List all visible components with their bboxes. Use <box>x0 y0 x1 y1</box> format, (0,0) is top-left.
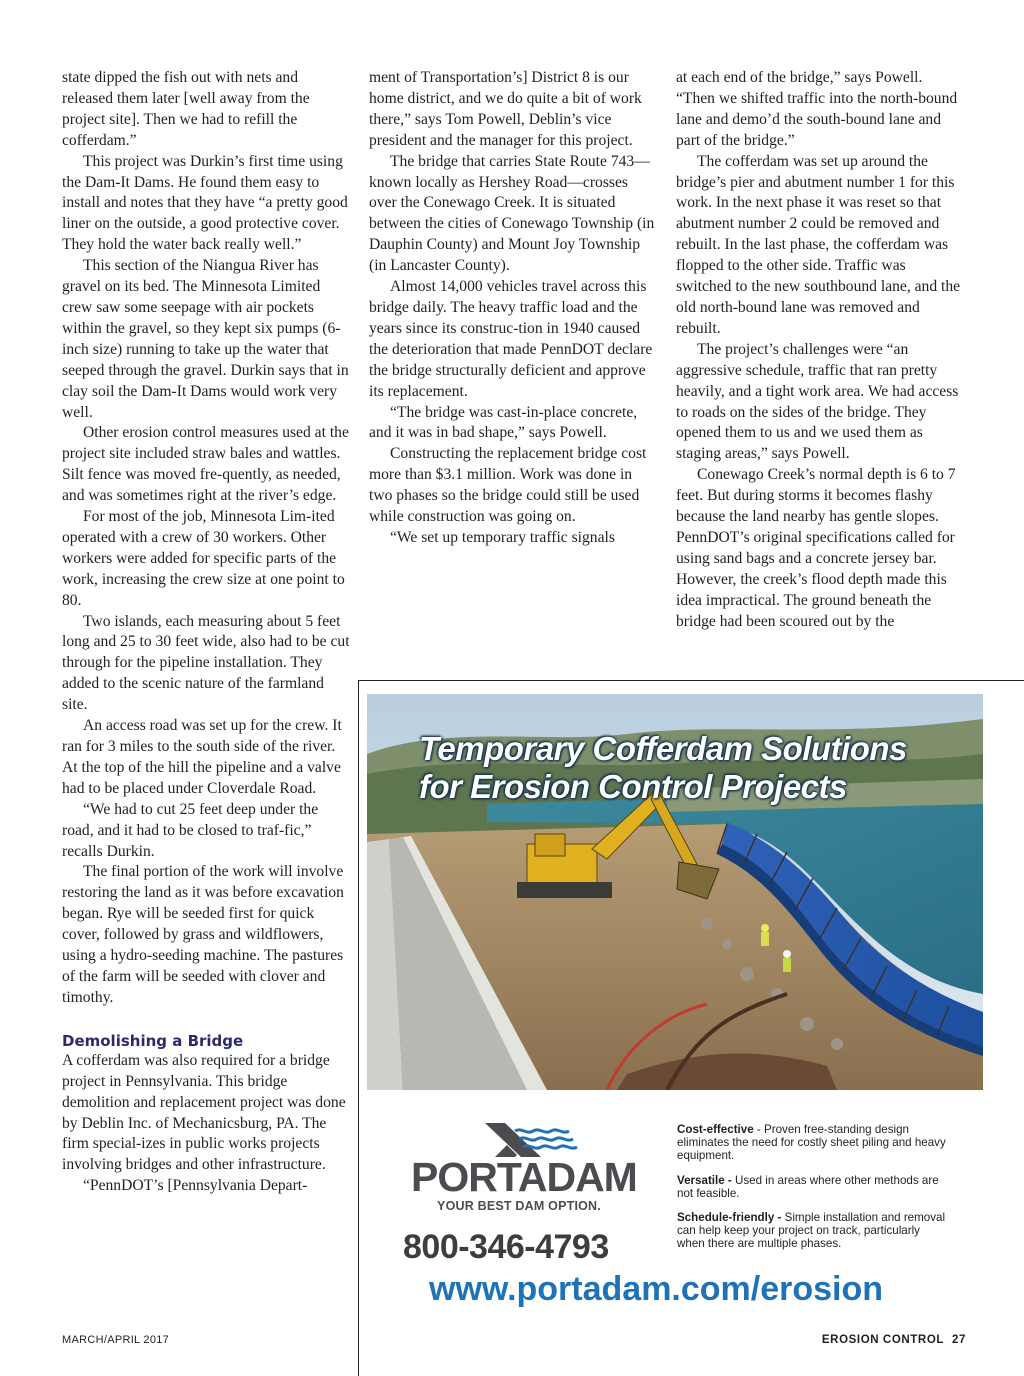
paragraph: A cofferdam was also required for a bridge project in Pennsylvania. This bridge demolition and replacement project was done by Deblin Inc. of Mechanicsburg, PA. The firm special-izes in public works projects involving bridges and other infrastructure. <box>62 1051 346 1174</box>
magazine-name: EROSION CONTROL <box>821 1334 944 1346</box>
paragraph: For most of the job, Minnesota Lim-ited operated with a crew of 30 workers. Other workers were added for specific parts of the work, increasing the crew size at one point to 80. <box>62 508 345 609</box>
paragraph: This section of the Niangua River has gravel on its bed. The Minnesota Limited crew saw some seepage with air pockets within the gravel, so they kept six pumps (6-inch size) running to take up the water that seeped through the gravel. Durkin says that in clay soil the Dam-It Dams would work very well. <box>62 257 349 421</box>
logo-tagline: YOUR BEST DAM OPTION. <box>437 1199 601 1213</box>
feature-title: Cost-effective <box>677 1123 754 1136</box>
feature-item <box>677 1211 947 1251</box>
ad-phone-number[interactable]: 800-346-4793 <box>403 1228 609 1266</box>
ad-headline-line-2: for Erosion Control Projects <box>419 768 847 805</box>
paragraph: state dipped the fish out with nets and released them later [well away from the project site]. Then we had to refill the cofferdam.” <box>62 69 310 149</box>
page-number: 27 <box>952 1334 966 1346</box>
feature-title: Versatile - <box>677 1173 732 1187</box>
paragraph: “PennDOT’s [Pennsylvania Depart- <box>83 1177 308 1195</box>
article-column-2 <box>369 68 655 549</box>
ad-website-link[interactable]: www.portadam.com/erosion <box>429 1270 884 1308</box>
paragraph: Almost 14,000 vehicles travel across this bridge daily. The heavy traffic load and the years since its construc-tion in 1940 caused the deterioration that made PennDOT declare the bridge structurally deficient and approve its replacement. <box>369 278 653 400</box>
cofferdam-construction-photo <box>367 694 983 1090</box>
paragraph: ment of Transportation’s] District 8 is our home district, and we do quite a bit of work there,” says Tom Powell, Deblin’s vice president and the manager for this project. <box>369 69 642 149</box>
paragraph: The final portion of the work will involve restoring the land as it was before excavation began. Rye will be seeded first for quick cover, followed by grass and wildflowers, using a hydro-seeding machine. The pastures of the farm will be seeded with clover and timothy. <box>62 863 344 1006</box>
issue-date: MARCH/APRIL 2017 <box>62 1334 170 1346</box>
paragraph: An access road was set up for the crew. It ran for 3 miles to the south side of the river. At the top of the hill the pipeline and a valve had to be placed under Cloverdale Road. <box>62 717 342 797</box>
feature-text: Simple installation and removal can help keep your project on track, particularly when there are multiple phases. <box>677 1211 946 1251</box>
article-column-1 <box>62 68 350 1197</box>
portadam-advertisement <box>358 680 1024 1376</box>
paragraph: Two islands, each measuring about 5 feet long and 25 to 30 feet wide, also had to be cut through for the pipeline installation. They added to the scenic nature of the farmland site. <box>62 612 350 714</box>
feature-item <box>677 1174 947 1200</box>
ad-headline-line-1: Temporary Cofferdam Solutions <box>419 730 907 767</box>
page-footer <box>822 1333 966 1347</box>
paragraph: “We set up temporary traffic signals <box>390 528 615 546</box>
section-heading: Demolishing a Bridge <box>62 1031 244 1050</box>
paragraph: at each end of the bridge,” says Powell. “Then we shifted traffic into the north-bound lane and demo’d the south-bound lane and part of the bridge.” <box>676 69 958 149</box>
portadam-logo <box>411 1121 637 1213</box>
ad-feature-list <box>677 1123 947 1262</box>
feature-text: Used in areas where other methods are not feasible. <box>677 1173 939 1200</box>
paragraph: This project was Durkin’s first time using the Dam-It Dams. He found them easy to install and notes that they have “a pretty good liner on the outside, a good protective cover. They hold the water back really well.” <box>62 152 348 254</box>
paragraph: The cofferdam was set up around the bridge’s pier and abutment number 1 for this work. In the next phase it was reset so that abutment number 2 could be removed and rebuilt. In the last phase, the cofferdam was flopped to the other side. Traffic was switched to the new southbound lane, and the old north-bound lane was removed and rebuilt. <box>676 152 961 337</box>
feature-item <box>677 1123 947 1163</box>
logo-wordmark: PORTADAM <box>411 1154 637 1200</box>
paragraph: “The bridge was cast-in-place concrete, and it was in bad shape,” says Powell. <box>369 403 638 442</box>
paragraph: Conewago Creek’s normal depth is 6 to 7 feet. But during storms it becomes flashy because the land nearby has gentle slopes. PennDOT’s original specifications called for using sand bags and a concrete jersey bar. However, the creek’s flood depth made this idea impractical. The ground beneath the bridge had been scoured out by the <box>676 466 956 630</box>
feature-title: Schedule-friendly - <box>677 1211 782 1225</box>
paragraph: Constructing the replacement bridge cost more than $3.1 million. Work was done in two phases so the bridge could still be used while construction was going on. <box>369 445 647 526</box>
paragraph: Other erosion control measures used at the project site included straw bales and wattles. Silt fence was moved fre-quently, as needed, and was sometimes right at the river’s edge. <box>62 424 349 505</box>
paragraph: The bridge that carries State Route 743—known locally as Hershey Road—crosses over the Conewago Creek. It is situated between the cities of Conewago Township (in Dauphin County) and Mount Joy Township (in Lancaster County). <box>369 152 655 275</box>
paragraph: The project’s challenges were “an aggressive schedule, traffic that ran pretty heavily, and a tight work area. We had access to roads on the sides of the bridge. They opened them to us and we used them as staging areas,” says Powell. <box>676 340 959 463</box>
ad-headline <box>419 730 979 806</box>
feature-text: - Proven free-standing design eliminates the need for costly sheet piling and heavy equipment. <box>677 1123 946 1163</box>
paragraph: “We had to cut 25 feet deep under the road, and it had to be closed to traf-fic,” recalls Durkin. <box>62 800 319 860</box>
article-column-3 <box>676 68 964 632</box>
